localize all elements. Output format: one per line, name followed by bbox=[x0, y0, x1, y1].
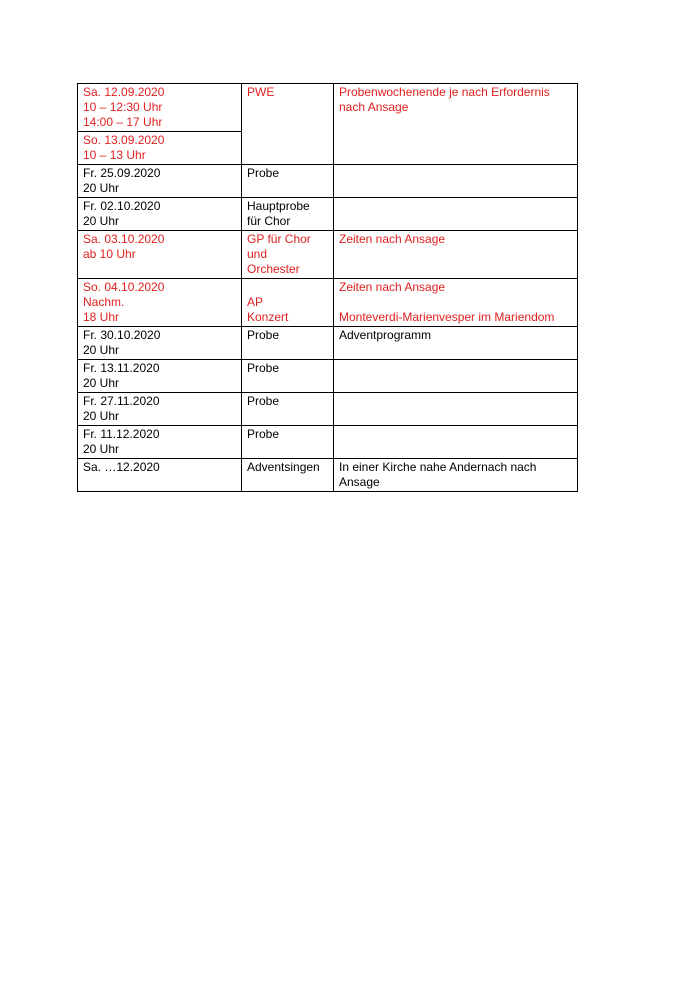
table-row bbox=[78, 198, 578, 231]
event-cell bbox=[242, 84, 334, 165]
date-text: Fr. 27.11.2020 bbox=[83, 394, 160, 408]
date-text: Fr. 11.12.2020 bbox=[83, 427, 160, 441]
note-text: Ansage bbox=[339, 475, 380, 489]
event-text: Probe bbox=[247, 427, 280, 441]
date-text: Fr. 13.11.2020 bbox=[83, 361, 160, 375]
event-cell bbox=[242, 360, 334, 393]
time-text: Nachm. bbox=[83, 295, 125, 309]
note-text: Monteverdi-Marienvesper im Mariendom bbox=[339, 310, 555, 324]
note-cell bbox=[334, 165, 578, 198]
note-cell bbox=[334, 393, 578, 426]
event-text: für Chor bbox=[247, 214, 291, 228]
time-text: 20 Uhr bbox=[83, 343, 120, 357]
table-row bbox=[78, 327, 578, 360]
date-cell bbox=[78, 459, 242, 492]
event-text: Konzert bbox=[247, 310, 289, 324]
note-cell bbox=[334, 360, 578, 393]
event-text: GP für Chor bbox=[247, 232, 311, 246]
schedule-table bbox=[77, 83, 578, 492]
note-text: In einer Kirche nahe Andernach nach bbox=[339, 460, 537, 474]
event-text: Adventsingen bbox=[247, 460, 320, 474]
spacer bbox=[247, 280, 328, 295]
event-cell bbox=[242, 279, 334, 327]
date-cell bbox=[78, 360, 242, 393]
time-text: 20 Uhr bbox=[83, 181, 120, 195]
time-text: 18 Uhr bbox=[83, 310, 120, 324]
time-text: 20 Uhr bbox=[83, 214, 120, 228]
event-text: Probe bbox=[247, 328, 280, 342]
date-cell bbox=[78, 393, 242, 426]
event-cell bbox=[242, 198, 334, 231]
event-text: Probe bbox=[247, 361, 280, 375]
date-cell bbox=[78, 279, 242, 327]
time-text: 14:00 – 17 Uhr bbox=[83, 115, 163, 129]
date-text: Sa. …12.2020 bbox=[83, 460, 160, 474]
note-cell bbox=[334, 426, 578, 459]
table-row bbox=[78, 360, 578, 393]
time-text: 20 Uhr bbox=[83, 442, 120, 456]
event-text: und bbox=[247, 247, 268, 261]
event-cell bbox=[242, 231, 334, 279]
note-text: Zeiten nach Ansage bbox=[339, 280, 446, 294]
date-cell bbox=[78, 84, 242, 132]
date-text: Fr. 30.10.2020 bbox=[83, 328, 161, 342]
note-cell bbox=[334, 327, 578, 360]
time-text: 10 – 13 Uhr bbox=[83, 148, 146, 162]
date-cell bbox=[78, 231, 242, 279]
date-text: Fr. 02.10.2020 bbox=[83, 199, 161, 213]
time-text: 20 Uhr bbox=[83, 376, 120, 390]
table-row bbox=[78, 165, 578, 198]
date-text: So. 04.10.2020 bbox=[83, 280, 165, 294]
event-cell bbox=[242, 459, 334, 492]
note-cell bbox=[334, 231, 578, 279]
table-row bbox=[78, 426, 578, 459]
event-text: Orchester bbox=[247, 262, 300, 276]
event-text: Hauptprobe bbox=[247, 199, 310, 213]
event-text: AP bbox=[247, 295, 264, 309]
table-row bbox=[78, 459, 578, 492]
date-cell bbox=[78, 198, 242, 231]
note-text: Zeiten nach Ansage bbox=[339, 232, 446, 246]
event-text: Probe bbox=[247, 394, 280, 408]
time-text: ab 10 Uhr bbox=[83, 247, 136, 261]
event-cell bbox=[242, 426, 334, 459]
date-cell bbox=[78, 426, 242, 459]
note-cell bbox=[334, 279, 578, 327]
event-cell bbox=[242, 327, 334, 360]
event-text: PWE bbox=[247, 85, 275, 99]
table-row bbox=[78, 279, 578, 327]
event-cell bbox=[242, 393, 334, 426]
note-text: Probenwochenende je nach Erfordernis bbox=[339, 85, 550, 99]
date-cell bbox=[78, 327, 242, 360]
note-text: Adventprogramm bbox=[339, 328, 432, 342]
note-cell bbox=[334, 198, 578, 231]
table-row bbox=[78, 393, 578, 426]
table-row bbox=[78, 231, 578, 279]
time-text: 10 – 12:30 Uhr bbox=[83, 100, 163, 114]
note-text: nach Ansage bbox=[339, 100, 409, 114]
spacer bbox=[339, 295, 572, 310]
table-row bbox=[78, 84, 578, 132]
date-text: So. 13.09.2020 bbox=[83, 133, 165, 147]
date-cell bbox=[78, 165, 242, 198]
note-cell bbox=[334, 459, 578, 492]
date-text: Sa. 12.09.2020 bbox=[83, 85, 165, 99]
time-text: 20 Uhr bbox=[83, 409, 120, 423]
date-cell bbox=[78, 132, 242, 165]
date-text: Fr. 25.09.2020 bbox=[83, 166, 161, 180]
note-cell bbox=[334, 84, 578, 165]
event-text: Probe bbox=[247, 166, 280, 180]
date-text: Sa. 03.10.2020 bbox=[83, 232, 165, 246]
event-cell bbox=[242, 165, 334, 198]
